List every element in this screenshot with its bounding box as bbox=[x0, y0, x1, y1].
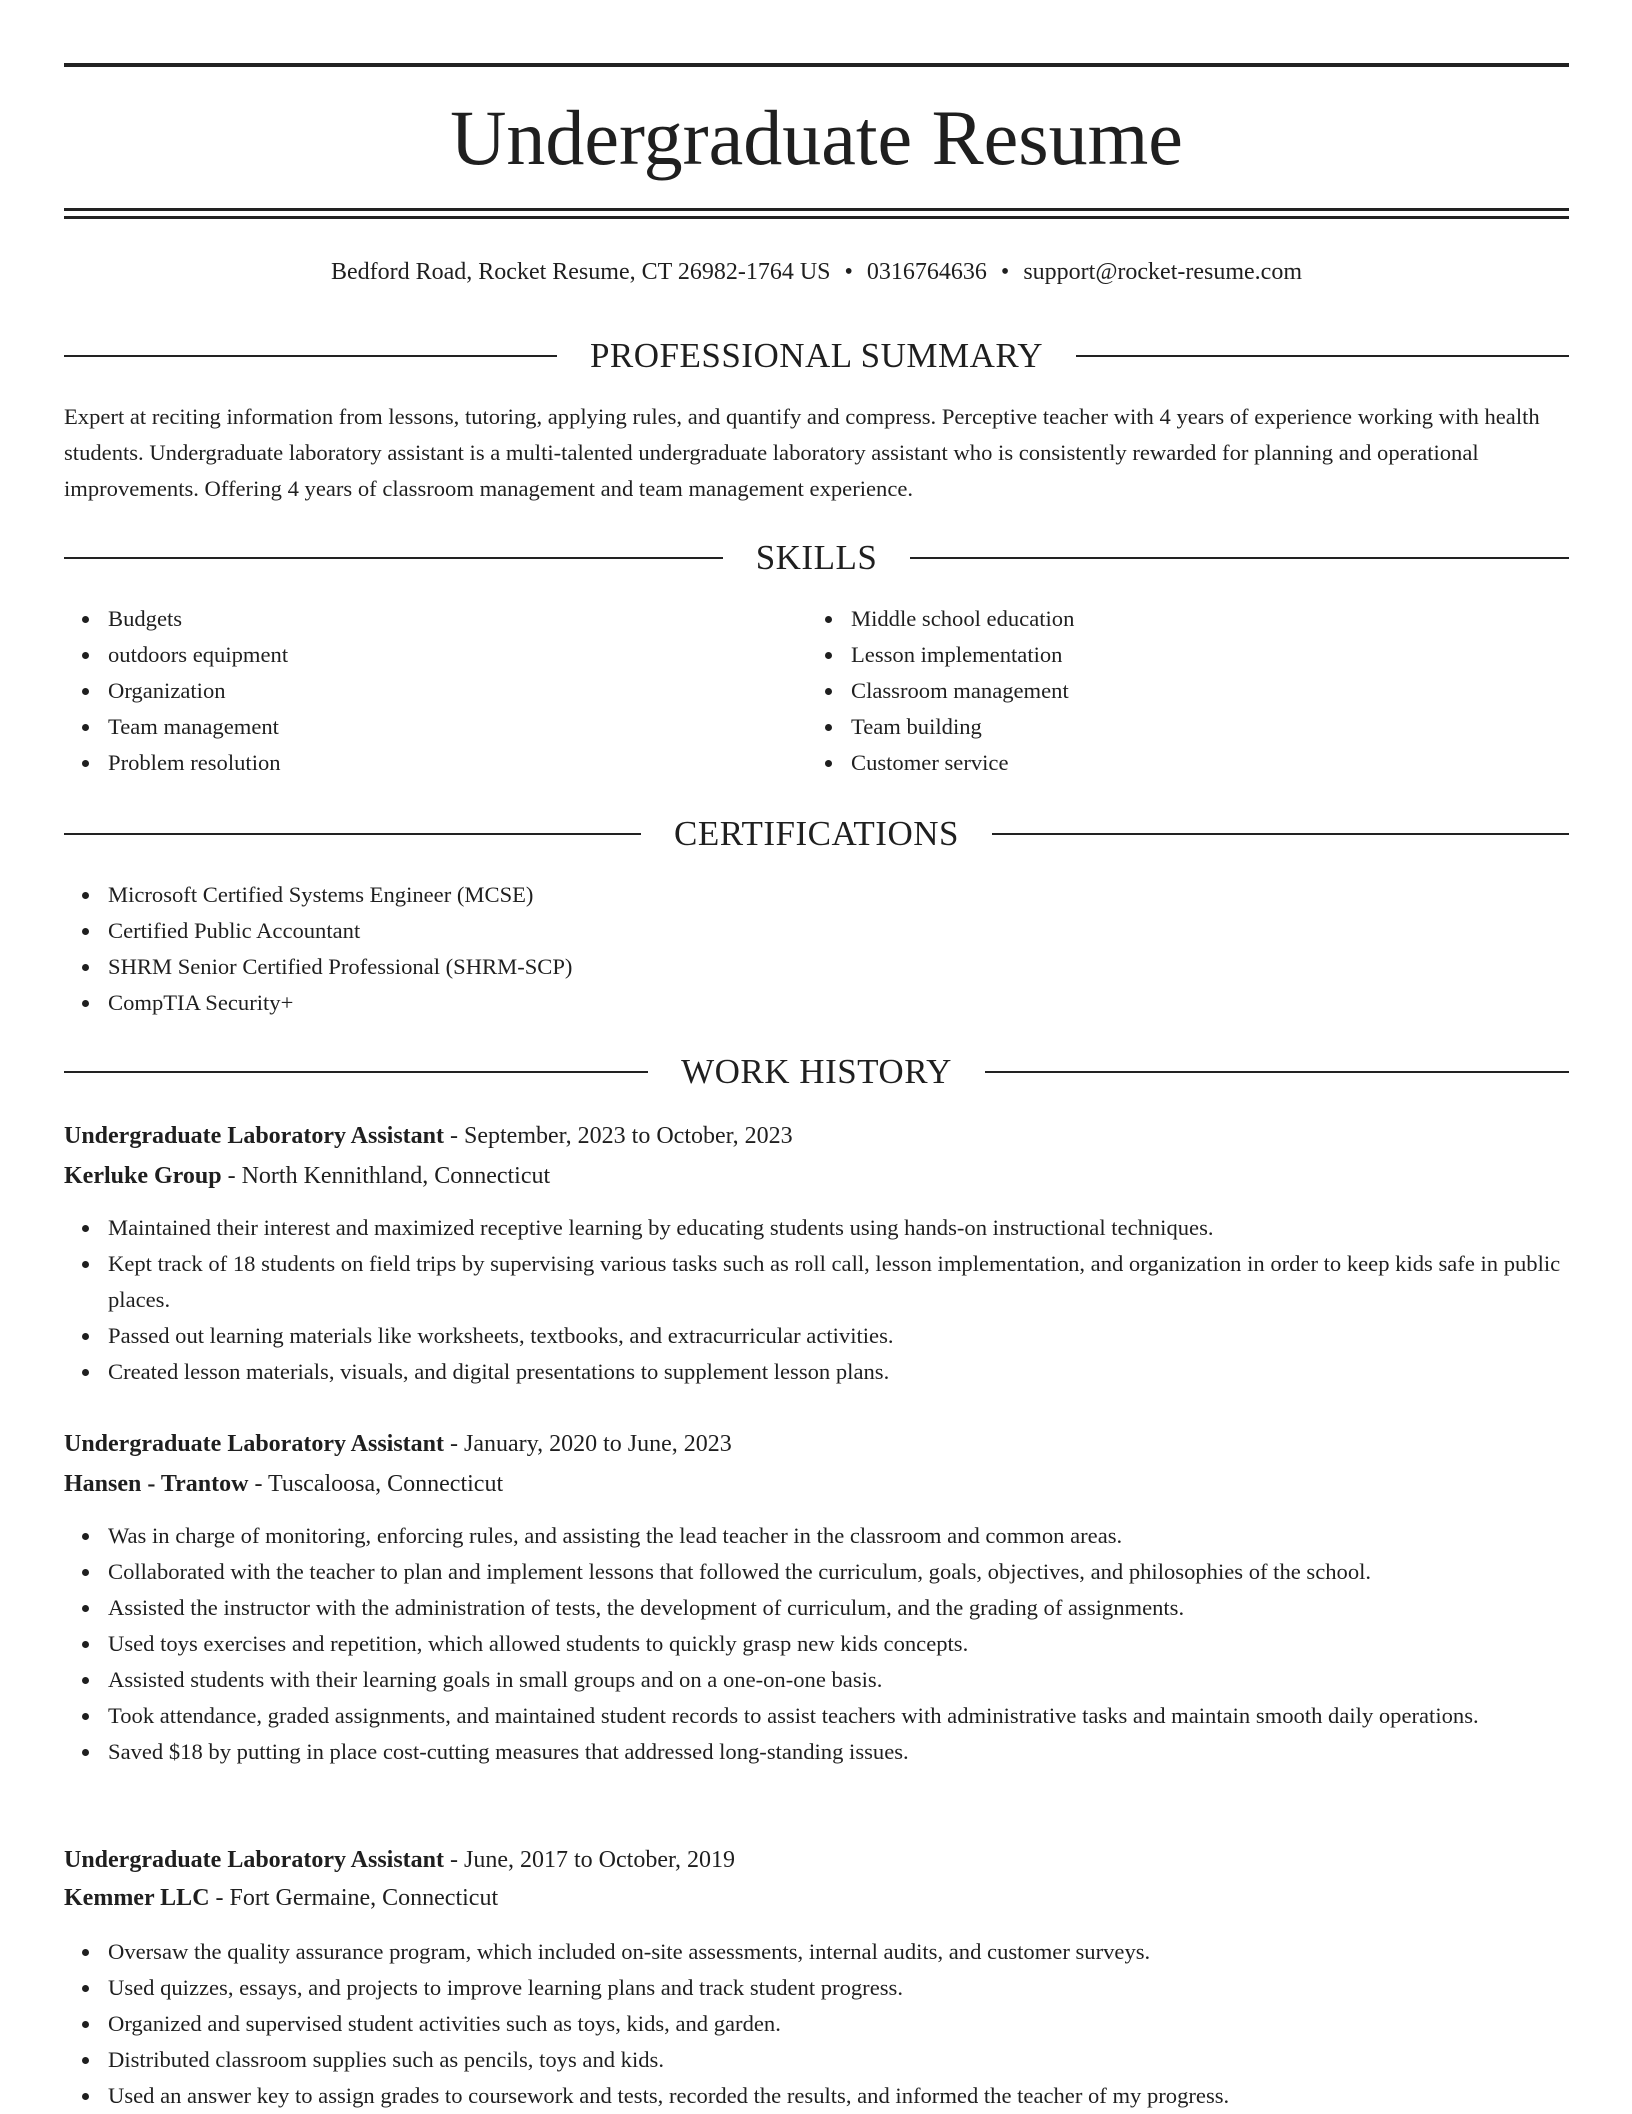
skill-item: Classroom management bbox=[851, 673, 1551, 709]
section-heading-skills bbox=[64, 536, 1569, 580]
section-heading-work-history bbox=[64, 1050, 1569, 1094]
contact-email: support@rocket-resume.com bbox=[1023, 259, 1302, 285]
job-title-line bbox=[64, 1424, 1569, 1464]
summary-text: Expert at reciting information from lessons, tutoring, applying rules, and quantify and compress. Perceptive teacher with 4 years of experience working with health students. Undergraduate laboratory assistant is a multi-talented undergraduate laboratory assistant who is consistently rewarded for planning and operational improvements. Offering 4 years of classroom management and team management experience. bbox=[64, 404, 1540, 501]
certification-item: CompTIA Security+ bbox=[108, 985, 1569, 1021]
job-bullet: Took attendance, graded assignments, and maintained student records to assist teachers with administrative tasks and maintain smooth daily operations. bbox=[108, 1698, 1569, 1734]
job-location: - Tuscaloosa, Connecticut bbox=[248, 1471, 504, 1497]
heading-rule bbox=[64, 557, 723, 559]
section-title: PROFESSIONAL SUMMARY bbox=[589, 336, 1044, 375]
certification-item: Microsoft Certified Systems Engineer (MCSE) bbox=[108, 877, 1569, 913]
heading-rule bbox=[64, 833, 641, 835]
section-heading-summary bbox=[64, 334, 1569, 378]
heading-rule bbox=[910, 557, 1569, 559]
skill-item: Team building bbox=[851, 709, 1551, 745]
skill-item: outdoors equipment bbox=[108, 637, 808, 673]
certification-item: Certified Public Accountant bbox=[108, 913, 1569, 949]
job-dates: - September, 2023 to October, 2023 bbox=[444, 1123, 793, 1149]
job-company-line bbox=[64, 1464, 1569, 1504]
job-bullet: Used an answer key to assign grades to coursework and tests, recorded the results, and informed the teacher of my progress. bbox=[108, 2078, 1569, 2114]
contact-separator: • bbox=[844, 259, 853, 285]
job-bullet: Was in charge of monitoring, enforcing rules, and assisting the lead teacher in the classroom and common areas. bbox=[108, 1518, 1569, 1554]
heading-rule bbox=[992, 833, 1569, 835]
job-bullet: Organized and supervised student activities such as toys, kids, and garden. bbox=[108, 2006, 1569, 2042]
job-bullet: Kept track of 18 students on field trips by supervising various tasks such as roll call, lesson implementation, and organization in order to keep kids safe in public places. bbox=[108, 1246, 1569, 1318]
job-bullet: Oversaw the quality assurance program, which included on-site assessments, internal audits, and customer surveys. bbox=[108, 1934, 1569, 1970]
skill-item: Organization bbox=[108, 673, 808, 709]
heading-rule bbox=[985, 1071, 1569, 1073]
skill-item: Problem resolution bbox=[108, 745, 808, 781]
job-bullet: Assisted students with their learning goals in small groups and on a one-on-one basis. bbox=[108, 1662, 1569, 1698]
job-bullets bbox=[64, 1210, 1569, 1390]
job-title-line bbox=[64, 1116, 1569, 1156]
title-rule-lower bbox=[64, 216, 1569, 219]
skill-item: Team management bbox=[108, 709, 808, 745]
skill-item: Customer service bbox=[851, 745, 1551, 781]
job-bullet: Created lesson materials, visuals, and digital presentations to supplement lesson plans. bbox=[108, 1354, 1569, 1390]
contact-line bbox=[64, 254, 1569, 290]
job-bullet: Assisted the instructor with the administration of tests, the development of curriculum, and the grading of assignments. bbox=[108, 1590, 1569, 1626]
section-title: CERTIFICATIONS bbox=[674, 814, 959, 853]
job-title: Undergraduate Laboratory Assistant bbox=[64, 1847, 445, 1873]
section-title: WORK HISTORY bbox=[681, 1052, 952, 1091]
job-title: Undergraduate Laboratory Assistant bbox=[64, 1123, 445, 1149]
skills-list-right bbox=[807, 601, 1551, 781]
contact-phone: 0316764636 bbox=[866, 259, 987, 285]
skill-item: Lesson implementation bbox=[851, 637, 1551, 673]
contact-address: Bedford Road, Rocket Resume, CT 26982-1764 US bbox=[330, 259, 831, 285]
job-bullet: Passed out learning materials like worksheets, textbooks, and extracurricular activities. bbox=[108, 1318, 1569, 1354]
section-title: SKILLS bbox=[755, 538, 878, 577]
job-title-line bbox=[64, 1840, 1569, 1880]
heading-rule bbox=[64, 1071, 648, 1073]
job-title: Undergraduate Laboratory Assistant bbox=[64, 1431, 445, 1457]
job-company-line bbox=[64, 1878, 1569, 1918]
job-bullet: Maintained their interest and maximized receptive learning by educating students using hands-on instructional techniques. bbox=[108, 1210, 1569, 1246]
certifications-list bbox=[64, 877, 1569, 1021]
job-bullet: Collaborated with the teacher to plan and implement lessons that followed the curriculum, goals, objectives, and philosophies of the school. bbox=[108, 1554, 1569, 1590]
job-company: Kerluke Group bbox=[64, 1163, 222, 1189]
title-rule-upper bbox=[64, 208, 1569, 211]
skill-item: Middle school education bbox=[851, 601, 1551, 637]
section-heading-certifications bbox=[64, 812, 1569, 856]
job-bullet: Used toys exercises and repetition, which allowed students to quickly grasp new kids concepts. bbox=[108, 1626, 1569, 1662]
job-bullet: Distributed classroom supplies such as pencils, toys and kids. bbox=[108, 2042, 1569, 2078]
heading-rule bbox=[1076, 355, 1569, 357]
job-company: Hansen - Trantow bbox=[64, 1471, 249, 1497]
job-dates: - June, 2017 to October, 2019 bbox=[444, 1847, 736, 1873]
job-company-line bbox=[64, 1156, 1569, 1196]
job-bullets bbox=[64, 1934, 1569, 2114]
job-location: - North Kennithland, Connecticut bbox=[221, 1163, 551, 1189]
certification-item: SHRM Senior Certified Professional (SHRM-SCP) bbox=[108, 949, 1569, 985]
job-location: - Fort Germaine, Connecticut bbox=[209, 1885, 499, 1911]
heading-rule bbox=[64, 355, 557, 357]
top-rule bbox=[64, 63, 1569, 67]
contact-separator: • bbox=[1000, 259, 1010, 285]
job-dates: - January, 2020 to June, 2023 bbox=[444, 1431, 732, 1457]
job-bullet: Used quizzes, essays, and projects to improve learning plans and track student progress. bbox=[108, 1970, 1569, 2006]
job-bullet: Saved $18 by putting in place cost-cutting measures that addressed long-standing issues. bbox=[108, 1734, 1569, 1770]
skills-list-left bbox=[64, 601, 808, 781]
job-bullets bbox=[64, 1518, 1569, 1770]
job-company: Kemmer LLC bbox=[64, 1885, 210, 1911]
resume-title: Undergraduate Resume bbox=[450, 94, 1183, 181]
skill-item: Budgets bbox=[108, 601, 808, 637]
